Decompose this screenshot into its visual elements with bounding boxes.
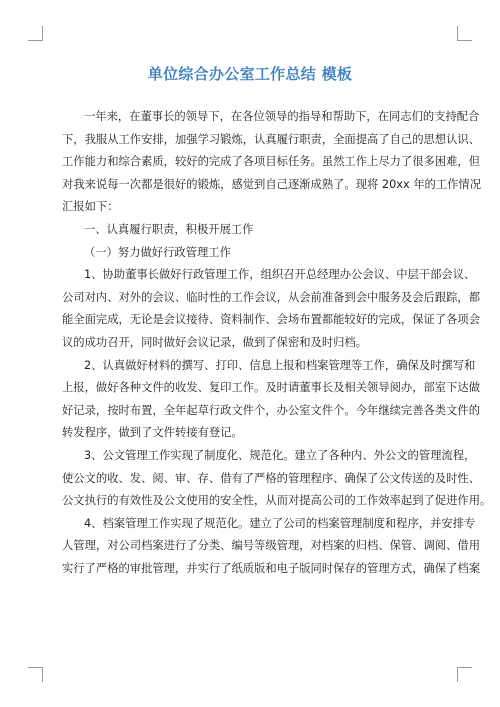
body-line: 能全面完成，无论是会议接待、资料制作、会场布置都能较好的完成，保证了各项会 [62, 313, 480, 327]
crop-mark-bottom-left [28, 667, 43, 682]
body-line: 使公文的收、发、阅、审、存、借有了严格的管理程序、确保了公文传送的及时性、 [62, 471, 480, 485]
body-line: 转发程序，做到了文件转接有登记。 [62, 426, 243, 440]
subsection-heading: （一）努力做好行政管理工作 [84, 245, 231, 259]
body-line: 实行了严格的审批管理，并实行了纸质版和电子版同时保存的管理方式，确保了档案 [62, 561, 480, 575]
body-line: 公司对内、对外的会议、临时性的工作会议，从会前准备到会中服务及会后跟踪，都 [62, 290, 480, 304]
body-line: 对我来说每一次都是很好的锻炼，感觉到自己逐渐成熟了。现将 20xx 年的工作情况 [62, 177, 482, 191]
body-line: 上报，做好各种文件的收发、复印工作。及时请董事长及相关领导阅办，部室下达做 [62, 381, 480, 395]
body-line: 一年来，在董事长的领导下，在各位领导的指导和帮助下，在同志们的支持配合 [84, 110, 480, 123]
body-line: 1、协助董事长做好行政管理工作，组织召开总经理办公会议、中层干部会议、 [84, 268, 476, 282]
section-heading: 一、认真履行职责，积极开展工作 [84, 222, 254, 236]
body-line: 好记录，按时布置，全年起草行政文件个，办公室文件个。今年继续完善各类文件的 [62, 403, 480, 417]
body-line: 下，我服从工作安排，加强学习锻炼，认真履行职责，全面提高了自己的思想认识、 [62, 132, 480, 146]
document-body [62, 106, 492, 580]
body-line: 汇报如下： [62, 200, 119, 214]
document-title: 单位综合办公室工作总结 模板 [147, 65, 353, 83]
body-line: 工作能力和综合素质，较好的完成了各项目标任务。虽然工作上尽力了很多困难，但 [62, 155, 480, 169]
body-line: 4、档案管理工作实现了规范化。建立了公司的档案管理制度和程序，并安排专 [84, 516, 476, 530]
crop-mark-top-left [28, 26, 43, 41]
body-line: 3、公文管理工作实现了制度化、规范化。建立了各种内、外公文的管理流程， [84, 448, 476, 462]
body-line: 2、认真做好材料的撰写、打印、信息上报和档案管理等工作，确保及时撰写和 [84, 358, 476, 372]
body-line: 议的成功召开，同时做好会议记录，做到了保密和及时归档。 [62, 335, 368, 349]
crop-mark-top-right [457, 26, 472, 41]
body-line: 公文执行的有效性及公文使用的安全性，从而对提高公司的工作效率起到了促进作用。 [62, 494, 492, 508]
crop-mark-bottom-right [457, 667, 472, 682]
body-line: 人管理，对公司档案进行了分类、编号等级管理，对档案的归档、保管、调阅、借用 [62, 539, 480, 553]
